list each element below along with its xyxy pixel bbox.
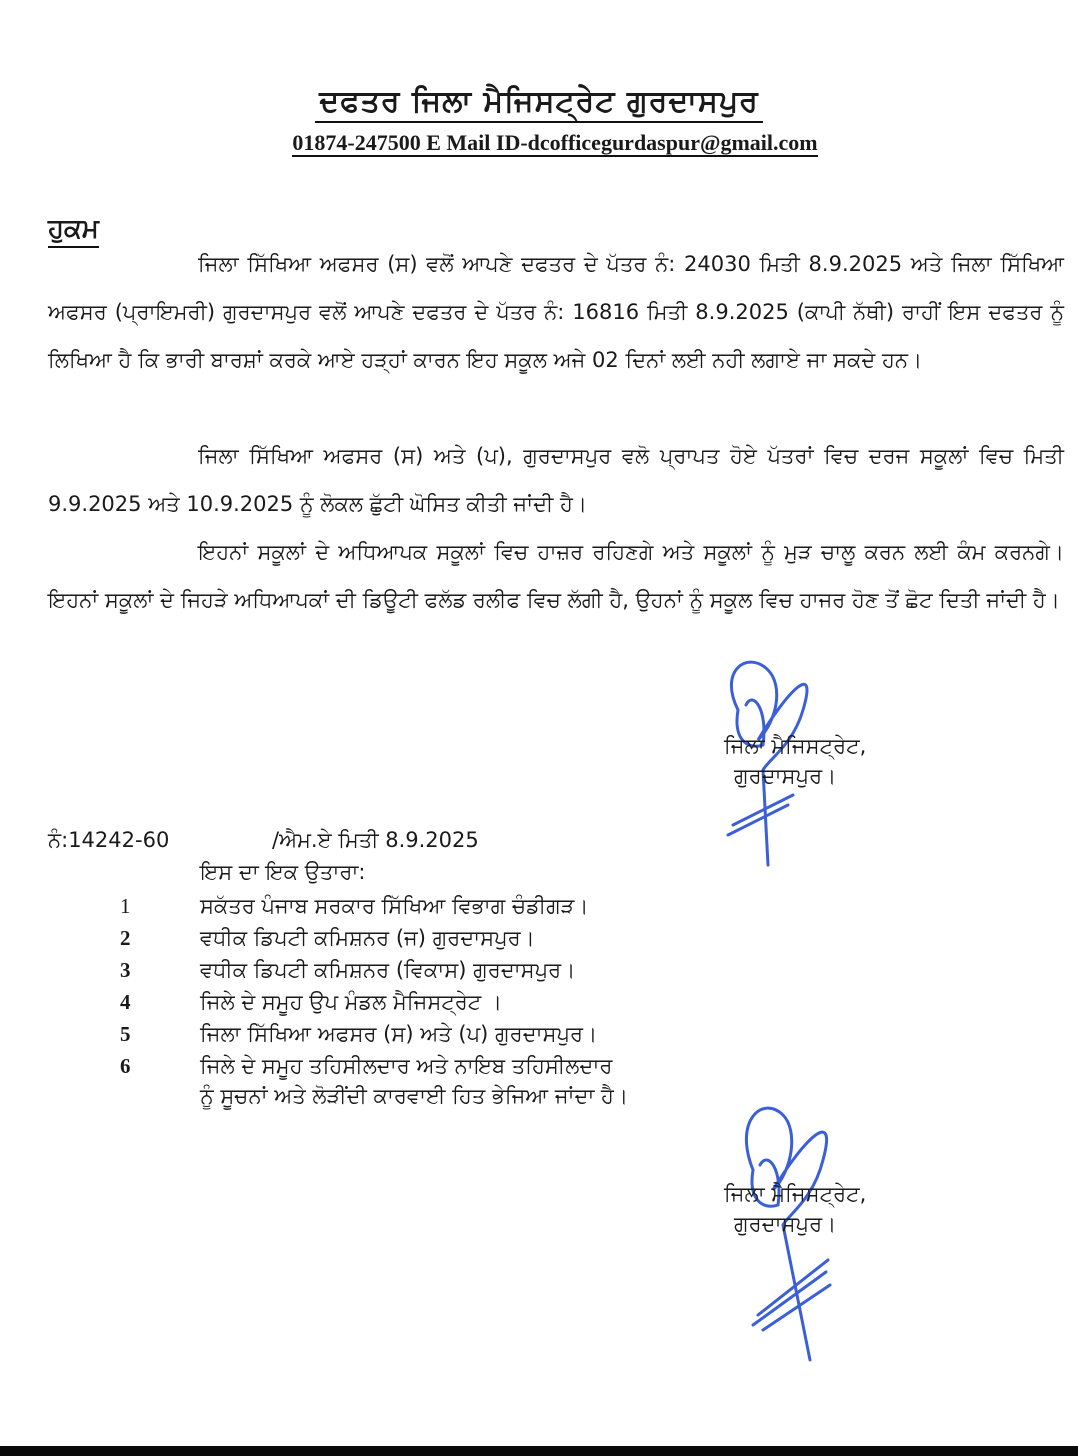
signature-place-1: ਗੁਰਦਾਸਪੁਰ।	[734, 764, 837, 788]
office-title	[0, 84, 1078, 119]
copy-item-number: 4	[120, 990, 131, 1014]
copy-item-text: ਜਿਲੇ ਦੇ ਸਮੂਹ ਤਹਿਸੀਲਦਾਰ ਅਤੇ ਨਾਇਬ ਤਹਿਸੀਲਦਾਰ	[200, 1054, 613, 1078]
signature-designation-1: ਜਿਲਾ ਮੈਜਿਸਟ੍ਰੇਟ,	[724, 734, 867, 758]
reference-number: ਨੰ:14242-60	[48, 828, 170, 852]
reference-date: /ਐਮ.ਏ ਮਿਤੀ 8.9.2025	[272, 828, 479, 852]
office-title-text: ਦਫਤਰ ਜਿਲਾ ਮੈਜਿਸਟ੍ਰੇਟ ਗੁਰਦਾਸਪੁਰ	[315, 84, 763, 123]
copy-heading: ਇਸ ਦਾ ਇਕ ਉਤਾਰਾ:	[200, 860, 366, 884]
copy-item-6	[120, 1050, 820, 1082]
signature-block-2	[724, 1179, 866, 1239]
copy-item-text: ਜਿਲਾ ਸਿੱਖਿਆ ਅਫਸਰ (ਸ) ਅਤੇ (ਪ) ਗੁਰਦਾਸਪੁਰ।	[200, 1022, 598, 1046]
signature-block-1	[724, 731, 866, 791]
copy-item-number: 3	[120, 958, 131, 982]
copy-item-text: ਸਕੱਤਰ ਪੰਜਾਬ ਸਰਕਾਰ ਸਿੱਖਿਆ ਵਿਭਾਗ ਚੰਡੀਗੜ।	[200, 894, 589, 918]
copy-item-1	[120, 890, 820, 922]
order-paragraph-1: ਜਿਲਾ ਸਿੱਖਿਆ ਅਫਸਰ (ਸ) ਵਲੋਂ ਆਪਣੇ ਦਫਤਰ ਦੇ ਪੱਤਰ ਨੰ: 24030 ਮਿਤੀ 8.9.2025 ਅਤੇ ਜਿਲਾ ਸਿੱਖਿਆ ਅਫਸਰ (ਪ੍ਰਾਇਮਰੀ) ਗੁਰਦਾਸਪੁਰ ਵਲੋਂ ਆਪਣੇ ਦਫਤਰ ਦੇ ਪੱਤਰ ਨੰ: 16816 ਮਿਤੀ 8.9.2025 (ਕਾਪੀ ਨੱਥੀ) ਰਾਹੀਂ ਇਸ ਦਫਤਰ ਨੂੰ ਲਿਖਿਆ ਹੈ ਕਿ ਭਾਰੀ ਬਾਰਸ਼ਾਂ ਕਰਕੇ ਆਏ ਹੜ੍ਹਾਂ ਕਾਰਨ ਇਹ ਸਕੂਲ ਅਜੇ 02 ਦਿਨਾਂ ਲਈ ਨਹੀ ਲਗਾਏ ਜਾ ਸਕਦੇ ਹਨ।	[48, 252, 1064, 372]
order-paragraph-3: ਇਹਨਾਂ ਸਕੂਲਾਂ ਦੇ ਅਧਿਆਪਕ ਸਕੂਲਾਂ ਵਿਚ ਹਾਜ਼ਰ ਰਹਿਣਗੇ ਅਤੇ ਸਕੂਲਾਂ ਨੂੰ ਮੁੜ ਚਾਲੂ ਕਰਨ ਲਈ ਕੰਮ ਕਰਨਗੇ। ਇਹਨਾਂ ਸਕੂਲਾਂ ਦੇ ਜਿਹੜੇ ਅਧਿਆਪਕਾਂ ਦੀ ਡਿਊਟੀ ਫਲੱਡ ਰਲੀਫ ਵਿਚ ਲੱਗੀ ਹੈ, ਉਹਨਾਂ ਨੂੰ ਸਕੂਲ ਵਿਚ ਹਾਜਰ ਹੋਣ ਤੋਂ ਛੋਟ ਦਿਤੀ ਜਾਂਦੀ ਹੈ।	[48, 540, 1064, 612]
copy-item-text: ਵਧੀਕ ਡਿਪਟੀ ਕਮਿਸ਼ਨਰ (ਜ) ਗੁਰਦਾਸਪੁਰ।	[200, 926, 535, 950]
copy-item-text: ਵਧੀਕ ਡਿਪਟੀ ਕਮਿਸ਼ਨਰ (ਵਿਕਾਸ) ਗੁਰਦਾਸਪੁਰ।	[200, 958, 576, 982]
copy-list	[120, 890, 820, 1082]
copy-item-4	[120, 986, 820, 1018]
copy-item-number: 2	[120, 926, 131, 950]
copy-item-number: 1	[120, 894, 131, 918]
signature-designation-2: ਜਿਲਾ ਮੈਜਿਸਟ੍ਰੇਟ,	[724, 1182, 867, 1206]
copy-item-5	[120, 1018, 820, 1050]
copy-item-2	[120, 922, 820, 954]
bottom-bar	[0, 1446, 1078, 1456]
copy-item-number: 5	[120, 1022, 131, 1046]
office-contact-text: 01874-247500 E Mail ID-dcofficegurdaspur@gmail.com	[292, 130, 818, 155]
order-heading: ਹੁਕਮ	[48, 212, 99, 248]
order-paragraph-2: ਜਿਲਾ ਸਿੱਖਿਆ ਅਫਸਰ (ਸ) ਅਤੇ (ਪ), ਗੁਰਦਾਸਪੁਰ ਵਲੋ ਪ੍ਰਾਪਤ ਹੋਏ ਪੱਤਰਾਂ ਵਿਚ ਦਰਜ ਸਕੂਲਾਂ ਵਿਚ ਮਿਤੀ 9.9.2025 ਅਤੇ 10.9.2025 ਨੂੰ ਲੋਕਲ ਛੁੱਟੀ ਘੋਸਿਤ ਕੀਤੀ ਜਾਂਦੀ ਹੈ।	[48, 444, 1064, 516]
copy-item-3	[120, 954, 820, 986]
office-contact	[0, 130, 1078, 156]
copy-item-number: 6	[120, 1054, 131, 1078]
signature-place-2: ਗੁਰਦਾਸਪੁਰ।	[734, 1212, 837, 1236]
copy-item-text: ਜਿਲੇ ਦੇ ਸਮੂਹ ਉਪ ਮੰਡਲ ਮੈਜਿਸਟ੍ਰੇਟ ।	[200, 990, 503, 1014]
copy-closing-line: ਨੂੰ ਸੂਚਨਾਂ ਅਤੇ ਲੋੜੀਂਦੀ ਕਾਰਵਾਈ ਹਿਤ ਭੇਜਿਆ ਜਾਂਦਾ ਹੈ।	[200, 1084, 629, 1108]
